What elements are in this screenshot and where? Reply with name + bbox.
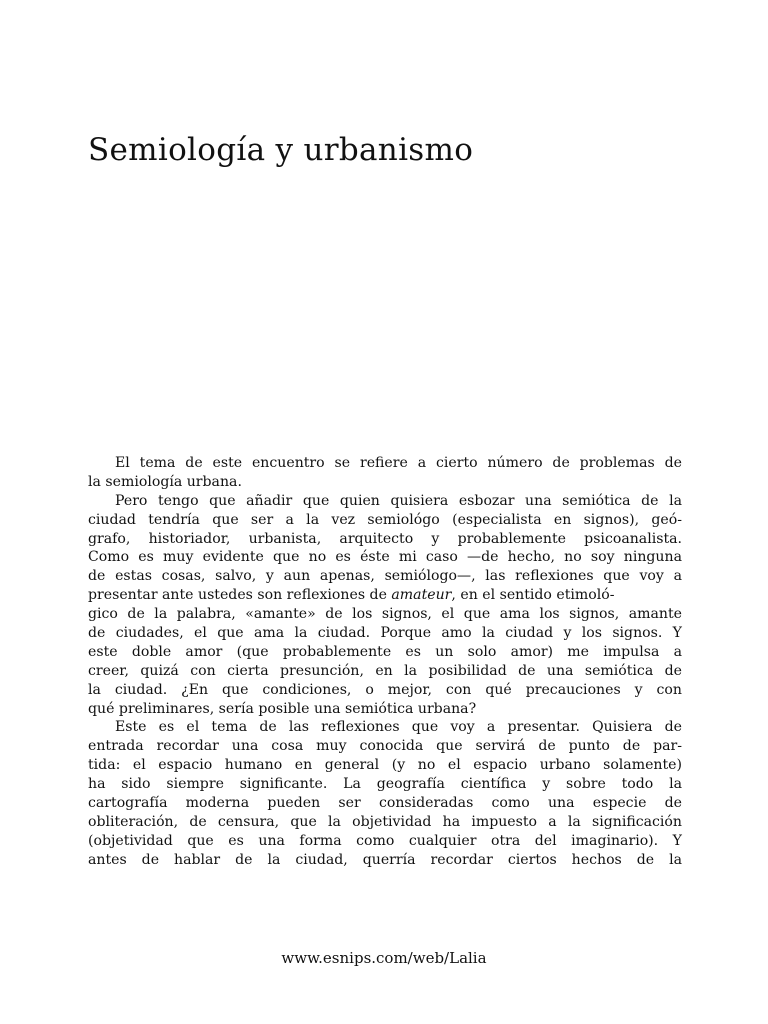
paragraph-line: Pero tengo que añadir que quien quisiera esbozar una semiótica de la bbox=[115, 492, 682, 509]
paragraph-line: Este es el tema de las reflexiones que voy a presentar. Quisiera de bbox=[115, 719, 682, 736]
paragraph-line: entrada recordar una cosa muy conocida que servirá de punto de par- bbox=[88, 738, 682, 755]
paragraph-line: tida: el espacio humano en general (y no el espacio urbano solamente) bbox=[88, 757, 682, 774]
paragraph-line: Como es muy evidente que no es éste mi caso —de hecho, no soy ninguna bbox=[88, 549, 682, 566]
paragraph-line: la ciudad. ¿En que condiciones, o mejor, con qué precauciones y con bbox=[88, 681, 682, 698]
paragraph-line: la semiología urbana. bbox=[88, 473, 242, 490]
text-fragment: , en el sentido etimoló- bbox=[451, 587, 615, 604]
paragraph-line: este doble amor (que probablemente es un solo amor) me impulsa a bbox=[88, 643, 682, 660]
paragraph-line: qué preliminares, sería posible una semiótica urbana? bbox=[88, 700, 477, 717]
text-fragment: presentar ante ustedes son reflexiones de bbox=[88, 587, 392, 604]
italic-term: amateur bbox=[391, 587, 452, 604]
paragraph-line: de estas cosas, salvo, y aun apenas, semiólogo—, las reflexiones que voy a bbox=[88, 568, 682, 585]
paragraph-line: ha sido siempre significante. La geografía científica y sobre todo la bbox=[88, 776, 682, 793]
footer-url: www.esnips.com/web/Lalia bbox=[281, 949, 487, 967]
paragraph-line: cartografía moderna pueden ser consideradas como una especie de bbox=[88, 795, 682, 812]
paragraph-line: obliteración, de censura, que la objetividad ha impuesto a la significación bbox=[88, 813, 682, 830]
body-text bbox=[88, 454, 682, 870]
paragraph-line: antes de hablar de la ciudad, querría recordar ciertos hechos de la bbox=[88, 851, 682, 868]
paragraph-line: ciudad tendría que ser a la vez semiológo (especialista en signos), geó- bbox=[88, 511, 682, 528]
chapter-title: Semiología y urbanismo bbox=[88, 132, 474, 168]
paragraph-line-mixed bbox=[88, 586, 682, 605]
paragraph-line: El tema de este encuentro se refiere a cierto número de problemas de bbox=[115, 455, 682, 471]
paragraph-line: (objetividad que es una forma como cualquier otra del imaginario). Y bbox=[88, 832, 682, 849]
paragraph-line: creer, quizá con cierta presunción, en la posibilidad de una semiótica de bbox=[88, 662, 682, 679]
paragraph-line: gico de la palabra, «amante» de los signos, el que ama los signos, amante bbox=[88, 606, 682, 623]
paragraph-line: grafo, historiador, urbanista, arquitecto y probablemente psicoanalista. bbox=[88, 530, 682, 547]
line-segment bbox=[88, 586, 615, 605]
paragraph-line: de ciudades, el que ama la ciudad. Porque amo la ciudad y los signos. Y bbox=[88, 625, 682, 642]
